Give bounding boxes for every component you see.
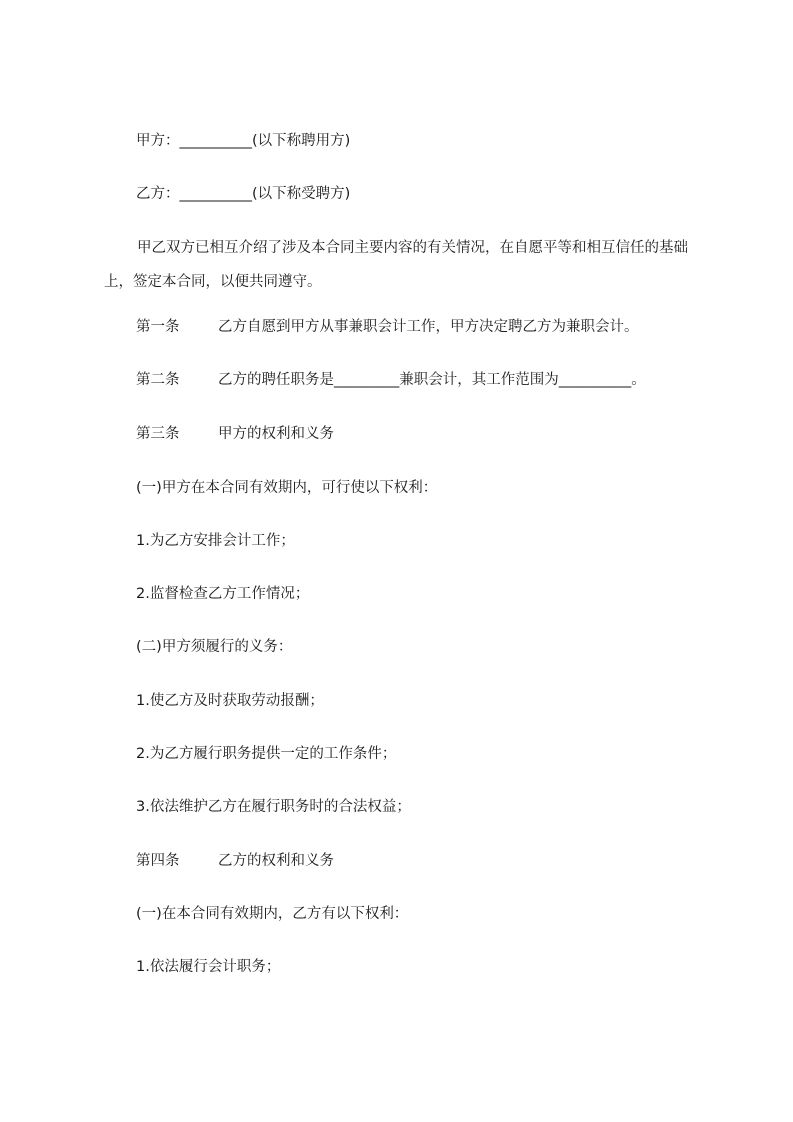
article-2 [136, 370, 646, 390]
article-3-label: 第三条 [136, 426, 180, 442]
article-1-label: 第一条 [136, 319, 180, 335]
intro-paragraph: 甲乙双方已相互介绍了涉及本合同主要内容的有关情况，在自愿平等和相互信任的基础上，签定本合同，以便共同遵守。 [104, 240, 688, 290]
article-4-text: 乙方的权利和义务 [218, 853, 334, 869]
article-3-right-2: 2.监督检查乙方工作情况； [136, 586, 310, 602]
party-b-line: 乙方：__________(以下称受聘方) [136, 186, 351, 202]
article-3-duty-1: 1.使乙方及时获取劳动报酬； [136, 693, 324, 709]
article-3 [136, 424, 334, 444]
article-2-label: 第二条 [136, 372, 180, 388]
article-3-duty-2: 2.为乙方履行职务提供一定的工作条件； [136, 746, 397, 762]
article-4-rights-heading: (一)在本合同有效期内，乙方有以下权利： [136, 906, 409, 922]
article-2-text: 乙方的聘任职务是_________兼职会计，其工作范围为__________。 [218, 372, 646, 388]
article-3-duty-3: 3.依法维护乙方在履行职务时的合法权益； [136, 799, 411, 815]
article-4-right-1: 1.依法履行会计职务； [136, 959, 281, 975]
article-3-text: 甲方的权利和义务 [218, 426, 334, 442]
article-1-text: 乙方自愿到甲方从事兼职会计工作，甲方决定聘乙方为兼职会计。 [218, 319, 639, 335]
article-3-right-1: 1.为乙方安排会计工作； [136, 533, 295, 549]
article-1 [136, 317, 639, 337]
article-4-label: 第四条 [136, 853, 180, 869]
article-4 [136, 851, 334, 871]
party-a-line: 甲方：__________(以下称聘用方) [136, 133, 351, 149]
article-3-rights-heading: (一)甲方在本合同有效期内，可行使以下权利： [136, 480, 438, 496]
article-3-duties-heading: (二)甲方须履行的义务： [136, 639, 293, 655]
